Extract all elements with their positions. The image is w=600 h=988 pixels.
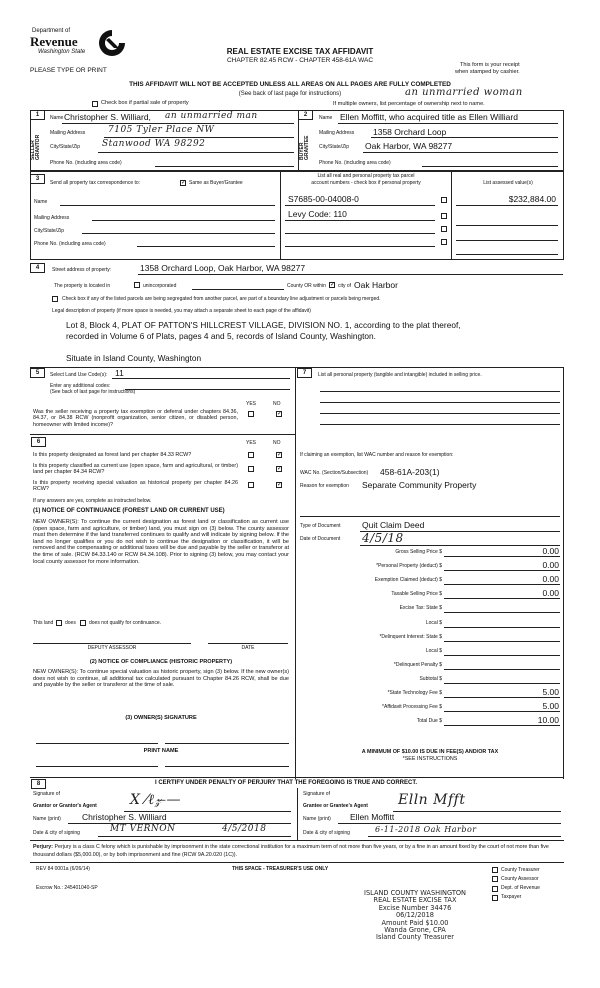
treasurer-only-label: THIS SPACE - TREASURER'S USE ONLY (232, 866, 329, 872)
segregated-label: Check box if any of the listed parcels are being segregated from another parcel, are part of a boundary line adjustment or parcels being merged. (62, 296, 381, 302)
stamp-line: Island County Treasurer (376, 933, 454, 942)
notice-continuance-title: (1) NOTICE OF CONTINUANCE (FOREST LAND OR CURRENT USE) (33, 508, 225, 514)
unincorporated-checkbox[interactable] (134, 282, 140, 288)
seller-side-label (31, 135, 41, 160)
does-label: does (65, 620, 76, 626)
fee-value[interactable]: 5.00 (542, 687, 559, 697)
copy-label: County Assessor (501, 875, 539, 882)
receipt-note-2: when stamped by cashier. (455, 69, 520, 75)
fee-label: *Personal Property (deduct) $ (376, 563, 442, 570)
receipt-note-1: This form is your receipt (460, 62, 520, 68)
additional-codes-field[interactable] (125, 389, 290, 390)
grantor-signature[interactable]: X ⁄ℓ𝓏 ̶— (130, 792, 182, 808)
personal-property-checkbox[interactable] (441, 213, 447, 219)
partial-sale-label: Check box if partial sale of property (101, 100, 189, 106)
assessed-value-field[interactable] (456, 240, 558, 241)
fee-value[interactable]: 0.00 (542, 588, 559, 599)
assessed-value-field[interactable] (456, 225, 558, 226)
fee-label: Excise Tax: State $ (399, 605, 442, 612)
land-use-label: Select Land Use Code(s): (50, 372, 108, 378)
fee-value[interactable]: 0.00 (542, 574, 559, 585)
please-type: PLEASE TYPE OR PRINT (30, 67, 107, 74)
unincorporated-label: unincorporated (143, 283, 177, 289)
parcel-header-2: account numbers - check box if personal property (311, 180, 421, 186)
doc-type-label: Type of Document (300, 523, 341, 529)
owner-signature-line-1[interactable] (36, 743, 158, 744)
buyer-mail-label: Mailing Address (319, 130, 355, 136)
seller-mail[interactable]: 7105 Tyler Place NW (108, 125, 215, 135)
county-field[interactable] (192, 289, 284, 290)
copy-label: Dept. of Revenue (501, 885, 540, 892)
buyer-city[interactable]: Oak Harbor, WA 98277 (365, 141, 453, 151)
current-use-question: Is this property classified as current use (open space, farm and agricultural, or timber) land per chapter 84.34 RCW? (33, 463, 238, 476)
buyer-name[interactable]: Ellen Moffitt, who acquired title as Ellen Williard (340, 112, 518, 122)
stamp-line: ISLAND COUNTY WASHINGTON (364, 889, 466, 897)
exemption-question: Was the seller receiving a property tax exemption or deferral under chapters 84.36, 84.37, or 84.38 RCW (nonprofit organization, senior citizen, or disabled person, homeowner with limited income)? (33, 409, 238, 428)
section-7-number: 7 (297, 368, 312, 378)
logo-state: Washington State (38, 49, 86, 55)
corr-city-field[interactable] (82, 233, 275, 234)
county-or-label: County OR within (287, 283, 326, 289)
perjury-notice (33, 843, 563, 859)
seller-label: SELLER (30, 140, 36, 160)
escrow-number: Escrow No.: 245401040-SP (36, 885, 98, 891)
see-instructions-note: *SEE INSTRUCTIONS (402, 756, 458, 762)
land-use-see-back: (See back of last page for instructions) (50, 389, 136, 395)
doc-date-label: Date of Document (300, 536, 341, 542)
warning-text: THIS AFFIDAVIT WILL NOT BE ACCEPTED UNLESS ALL AREAS ON ALL PAGES ARE FULLY COMPLETED (129, 81, 451, 88)
historic-question: Is this property receiving special valuation as historical property per chapter 84.26 RCW? (33, 480, 238, 493)
corr-phone-label: Phone No. (including area code) (34, 241, 106, 247)
fee-label: *Affidavit Processing Fee $ (382, 704, 442, 711)
doc-date[interactable]: 4/5/18 (362, 531, 404, 545)
notice-continuance-text: NEW OWNER(S): To continue the current designation as forest land or classification as current use (open space, farm and agriculture, or timber) land, you must sign on (3) below. The county assessor must then determine if the land transferred continues to qualify and will indicate by signing below. If the land no longer qualifies or you do not wish to continue the designation or classification, it will be removed and the compensating or additional taxes will be due and payable by the seller or transferor at the time of sale. (RCW 84.33.140 or RCW 84.34.108). Prior to signing (3) below, you may contact your local county assessor for more information. (33, 519, 289, 565)
section-5-number: 5 (30, 368, 45, 378)
parcel-number-field[interactable] (285, 246, 435, 247)
personal-property-line[interactable] (320, 391, 560, 392)
notice-compliance-text: NEW OWNER(S): To continue special valuation as historic property, sign (3) below. If the new owner(s) does not wish to continue, all additional tax calculated pursuant to Chapter 84.26 RCW, shall be due and payable by the seller or transferor at the time of sale. (33, 669, 289, 689)
copy-label: Taxpayer (501, 894, 522, 901)
yes-header-6: YES (246, 440, 257, 446)
fee-value[interactable]: 10.00 (537, 715, 559, 726)
copy-checkbox[interactable] (492, 876, 498, 882)
section-1-number: 1 (30, 110, 45, 120)
does-not-label: does not qualify for continuance. (89, 620, 161, 626)
legal-description-1[interactable]: Lot 8, Block 4, PLAT OF PATTON'S HILLCREST VILLAGE, DIVISION NO. 1, according to the plat thereof, (66, 320, 461, 330)
grantor-date-city-label: Date & city of signing (33, 830, 80, 836)
treasurer-stamp (330, 890, 500, 942)
form-chapter: CHAPTER 82.45 RCW - CHAPTER 458-61A WAC (226, 57, 374, 64)
personal-property-checkbox[interactable] (441, 239, 447, 245)
notice-compliance-title: (2) NOTICE OF COMPLIANCE (HISTORIC PROPERTY) (89, 659, 233, 665)
fee-label: Total Due $ (416, 718, 442, 725)
personal-property-checkbox[interactable] (441, 226, 447, 232)
multiple-owners-label: If multiple owners, list percentage of ownership next to name. (333, 101, 485, 107)
wac-label: WAC No. (Section/Subsection) (300, 470, 369, 476)
assessed-value-field[interactable] (456, 254, 558, 255)
city-of-label: city of (338, 283, 352, 289)
located-label: The property is located in (54, 283, 111, 289)
buyer-mail[interactable]: 1358 Orchard Loop (373, 127, 447, 137)
seller-name[interactable]: Christopher S. Williard, (64, 112, 151, 122)
perjury-text: Perjury is a class C felony which is punishable by imprisonment in the state correctional institution for a maximum term of not more than five years, or by a fine in an amount fixed by the court of not more than five thousand dollars ($5,000.00), or by both imprisonment and fine (RCW 9A.20.020 (1C)). (33, 844, 549, 858)
wac-number[interactable]: 458-61A-203(1) (380, 467, 440, 477)
situate-text[interactable]: Situate in Island County, Washington (66, 353, 202, 363)
section-4-number: 4 (30, 263, 45, 273)
does-qualify-checkbox[interactable] (56, 620, 62, 626)
logo-revenue: Revenue (30, 34, 78, 49)
personal-property-line[interactable] (320, 402, 560, 403)
historic-no-checkbox[interactable]: ✓ (277, 482, 283, 488)
copy-label: County Treasurer (501, 866, 540, 873)
assessed-value[interactable]: $232,884.00 (508, 194, 556, 204)
personal-property-line[interactable] (320, 424, 560, 425)
buyer-label: BUYER (299, 142, 305, 160)
fee-label: Gross Selling Price $ (395, 549, 442, 555)
deputy-date-line[interactable] (208, 643, 288, 644)
corr-name-label: Name (34, 199, 48, 205)
yes-header: YES (246, 401, 257, 407)
grantee-label: GRANTEE (304, 135, 310, 160)
corr-city-label: City/State/Zip (34, 228, 65, 234)
dor-logo-icon (97, 28, 127, 58)
stamp-line: 06/12/2018 (395, 911, 434, 920)
grantee-date-city-label: Date & city of signing (303, 830, 350, 836)
does-not-qualify-checkbox[interactable] (80, 620, 86, 626)
grantee-agent-label: Grantee or Grantee's Agent (303, 803, 368, 809)
additional-codes-label: Enter any additional codes: (50, 383, 111, 389)
seller-name-label: Name (50, 115, 64, 121)
parcel-header-1: List all real and personal property tax parcel (317, 173, 415, 179)
fee-label: *Delinquent Penalty $ (393, 661, 442, 668)
section-6-number: 6 (31, 437, 46, 447)
parcel-number-field[interactable] (285, 233, 435, 234)
date-label: DATE (241, 645, 255, 651)
print-name-line-2[interactable] (165, 766, 289, 767)
street-label: Street address of property: (52, 267, 112, 273)
fee-label: Taxable Selling Price $ (391, 591, 442, 598)
partial-sale-checkbox[interactable] (92, 101, 98, 107)
buyer-phone-label: Phone No. (including area code) (319, 160, 391, 166)
exemption-reason[interactable]: Separate Community Property (362, 480, 477, 490)
current-use-yes-checkbox[interactable] (248, 466, 254, 472)
corr-mail-field[interactable] (92, 220, 275, 221)
doc-type[interactable]: Quit Claim Deed (362, 520, 425, 530)
if-yes-note: If any answers are yes, complete as instructed below. (33, 498, 152, 504)
grantor-name-print[interactable]: Christopher S. Williard (82, 812, 167, 822)
minimum-due-note: A MINIMUM OF $10.00 IS DUE IN FEE(S) AND/OR TAX (361, 749, 499, 755)
same-as-buyer-label: Same as Buyer/Grantee (189, 180, 243, 186)
stamp-line: Excise Number 34476 (378, 903, 452, 912)
print-name-label: PRINT NAME (143, 748, 179, 754)
personal-property-checkbox[interactable] (441, 197, 447, 203)
print-name-line-1[interactable] (36, 766, 158, 767)
corr-phone-field[interactable] (137, 246, 275, 247)
forest-no-checkbox[interactable]: ✓ (277, 452, 283, 458)
city-checkbox[interactable]: ✓ (330, 282, 336, 288)
exemption-no-checkbox[interactable]: ✓ (277, 411, 283, 417)
section-2-number: 2 (298, 110, 313, 120)
seller-name-handwritten[interactable]: an unmarried man (165, 111, 258, 121)
no-header-6: NO (273, 440, 281, 446)
reason-label: Reason for exemption (300, 483, 349, 489)
grantor-sig-of: Signature of (33, 791, 60, 797)
fee-label: *Delinquent Interest: State $ (379, 633, 442, 640)
send-correspondence-label: Send all property tax correspondence to: (50, 180, 141, 186)
deputy-label: DEPUTY ASSESSOR (87, 645, 137, 651)
rev-number: REV 84 0001a (6/26/14) (36, 866, 90, 872)
grantor-label: GRANTOR (35, 134, 41, 160)
property-city[interactable]: Oak Harbor (354, 280, 398, 290)
parcel-number[interactable]: Levy Code: 110 (288, 209, 347, 219)
grantor-date[interactable]: 4/5/2018 (222, 824, 267, 834)
same-as-buyer-checkbox[interactable]: ✓ (181, 180, 187, 186)
fee-label: Local $ (425, 619, 442, 626)
grantor-name-print-label: Name (print) (33, 816, 61, 822)
certify-statement: I CERTIFY UNDER PENALTY OF PERJURY THAT THE FOREGOING IS TRUE AND CORRECT. (155, 780, 418, 786)
fee-label: Exemption Claimed (deduct) $ (374, 577, 442, 584)
assessed-header: List assessed value(s) (483, 180, 533, 186)
buyer-city-label: City/State/Zip (319, 144, 350, 150)
see-back-note: (See back of last page for instructions) (238, 91, 342, 97)
land-use-code[interactable]: 11 (115, 368, 124, 378)
grantee-date-city[interactable]: 6-11-2018 Oak Harbor (375, 825, 477, 834)
seller-city[interactable]: Stanwood WA 98292 (102, 139, 206, 149)
stamp-line: Amount Paid $10.00 (381, 918, 449, 927)
section-8-number: 8 (31, 779, 46, 789)
stamp-line: Wanda Grone, CPA (384, 926, 446, 935)
this-land-label: This land (33, 620, 54, 626)
handwritten-note: an unmarried woman (405, 87, 523, 98)
grantor-agent-label: Grantor or Grantor's Agent (33, 803, 97, 809)
grantee-signature[interactable]: Elln Mfft (398, 792, 466, 808)
section-3-number: 3 (30, 174, 45, 184)
property-street[interactable]: 1358 Orchard Loop, Oak Harbor, WA 98277 (140, 263, 306, 273)
stamp-line: REAL ESTATE EXCISE TAX (373, 896, 457, 905)
fee-value[interactable]: 5.00 (542, 701, 559, 712)
grantee-name-print-label: Name (print) (303, 816, 331, 822)
exemption-claim-label: If claiming an exemption, list WAC number and reason for exemption: (300, 452, 454, 458)
fee-value[interactable]: 0.00 (542, 560, 559, 571)
fee-label: *State Technology Fee $ (387, 690, 442, 696)
exemption-yes-checkbox[interactable] (248, 411, 254, 417)
legal-description-2[interactable]: recorded in Volume 6 of Plats, pages 4 and 5, records of Island County, Washington. (66, 331, 376, 341)
personal-property-label: List all personal property (tangible and intangible) included in selling price. (318, 372, 482, 378)
current-use-no-checkbox[interactable]: ✓ (277, 466, 283, 472)
parcel-number[interactable]: S7685-00-04008-0 (288, 194, 359, 204)
buyer-name-label: Name (319, 115, 333, 121)
seller-phone-label: Phone No. (including area code) (50, 160, 122, 166)
corr-name-field[interactable] (60, 205, 275, 206)
forest-question: Is this property designated as forest land per chapter 84.33 RCW? (33, 452, 192, 458)
buyer-phone-field[interactable] (422, 166, 558, 167)
fee-label: Subtotal $ (419, 675, 442, 682)
no-header: NO (273, 401, 281, 407)
personal-property-line[interactable] (320, 413, 560, 414)
grantee-name-print[interactable]: Ellen Moffitt (350, 812, 395, 822)
segregated-checkbox[interactable] (52, 296, 58, 302)
buyer-side-label (300, 136, 310, 160)
fee-value[interactable]: 0.00 (542, 546, 559, 556)
logo-dept: Department of (32, 28, 71, 34)
owner-signature-title: (3) OWNER(S) SIGNATURE (125, 715, 197, 721)
grantee-sig-of: Signature of (303, 791, 330, 797)
legal-label: Legal description of property (if more space is needed, you may attach a separate sheet to each page of the affidavit) (52, 308, 311, 314)
forest-yes-checkbox[interactable] (248, 452, 254, 458)
seller-city-label: City/State/Zip (50, 144, 81, 150)
form-title: REAL ESTATE EXCISE TAX AFFIDAVIT (226, 47, 374, 56)
grantor-city[interactable]: MT VERNON (110, 824, 176, 834)
seller-phone-field[interactable] (155, 166, 294, 167)
copy-checkbox[interactable] (492, 867, 498, 873)
perjury-label: Perjury: (33, 844, 54, 850)
owner-signature-line-2[interactable] (165, 743, 289, 744)
fee-label: Local $ (425, 647, 442, 654)
corr-mail-label: Mailing Address (34, 215, 70, 221)
seller-mail-label: Mailing Address (50, 130, 86, 136)
deputy-signature-line[interactable] (33, 643, 191, 644)
historic-yes-checkbox[interactable] (248, 482, 254, 488)
